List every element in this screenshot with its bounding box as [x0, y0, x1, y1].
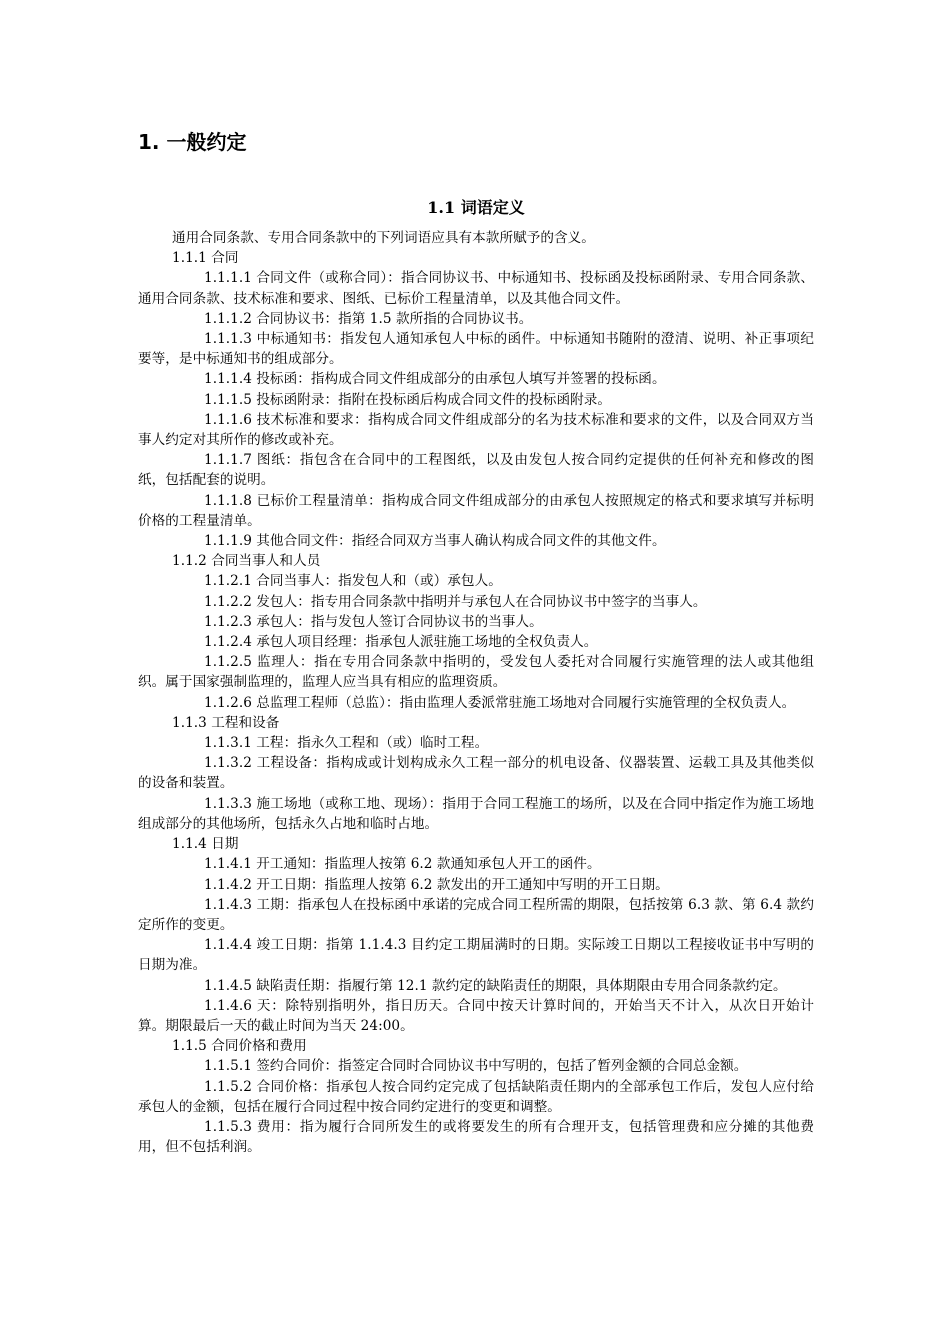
- paragraph: 1.1.1.1 合同文件（或称合同）：指合同协议书、中标通知书、投标函及投标函附录、专用合同条款、通用合同条款、技术标准和要求、图纸、已标价工程量清单，以及其他合同文件。: [138, 270, 814, 307]
- paragraph: 1.1.1.8 已标价工程量清单：指构成合同文件组成部分的由承包人按照规定的格式和要求填写并标明价格的工程量清单。: [138, 492, 814, 529]
- paragraph: 1.1.2.5 监理人：指在专用合同条款中指明的，受发包人委托对合同履行实施管理的法人或其他组织。属于国家强制监理的，监理人应当具有相应的监理资质。: [138, 654, 814, 691]
- paragraph: 1.1.2.1 合同当事人：指发包人和（或）承包人。: [204, 573, 502, 590]
- paragraph: 通用合同条款、专用合同条款中的下列词语应具有本款所赋予的含义。: [172, 230, 595, 246]
- document-body: [138, 228, 814, 1157]
- paragraph: 1.1.2.4 承包人项目经理：指承包人派驻施工场地的全权负责人。: [204, 634, 598, 651]
- paragraph: 1.1.1.6 技术标准和要求：指构成合同文件组成部分的名为技术标准和要求的文件，以及合同双方当事人约定对其所作的修改或补充。: [138, 411, 814, 449]
- paragraph: 1.1.1.5 投标函附录：指附在投标函后构成合同文件的投标函附录。: [204, 391, 612, 408]
- paragraph: 1.1.3.1 工程：指永久工程和（或）临时工程。: [204, 735, 489, 752]
- paragraph: 1.1.2.2 发包人：指专用合同条款中指明并与承包人在合同协议书中签字的当事人。: [204, 593, 707, 610]
- section-title: 1.1 词语定义: [427, 198, 525, 217]
- paragraph: 1.1.5.1 签约合同价：指签定合同时合同协议书中写明的，包括了暂列金额的合同总金额。: [204, 1058, 748, 1075]
- paragraph: 1.1.3.3 施工场地（或称工地、现场）：指用于合同工程施工的场所，以及在合同中指定作为施工场地组成部分的其他场所，包括永久占地和临时占地。: [138, 795, 814, 832]
- paragraph: 1.1.5.3 费用：指为履行合同所发生的或将要发生的所有合理开支，包括管理费和应分摊的其他费用，但不包括利润。: [138, 1118, 814, 1156]
- paragraph: 1.1.4 日期: [172, 836, 239, 853]
- paragraph: 1.1.4.3 工期：指承包人在投标函中承诺的完成合同工程所需的期限，包括按第 6.3 款、第 6.4 款约定所作的变更。: [138, 896, 814, 933]
- paragraph: 1.1.3 工程和设备: [172, 714, 280, 731]
- paragraph: 1.1.4.4 竣工日期：指第 1.1.4.3 目约定工期届满时的日期。实际竣工日期以工程接收证书中写明的日期为准。: [138, 937, 814, 974]
- paragraph: 1.1.1.9 其他合同文件：指经合同双方当事人确认构成合同文件的其他文件。: [204, 533, 666, 550]
- paragraph: 1.1.1.4 投标函：指构成合同文件组成部分的由承包人填写并签署的投标函。: [204, 371, 666, 388]
- paragraph: 1.1.1.2 合同协议书：指第 1.5 款所指的合同协议书。: [204, 310, 533, 327]
- paragraph: 1.1.4.5 缺陷责任期：指履行第 12.1 款约定的缺陷责任的期限，具体期限由专用合同条款约定。: [204, 977, 787, 994]
- paragraph: 1.1.3.2 工程设备：指构成或计划构成永久工程一部分的机电设备、仪器装置、运载工具及其他类似的设备和装置。: [138, 755, 814, 792]
- paragraph: 1.1.2 合同当事人和人员: [172, 553, 321, 570]
- paragraph: 1.1.1.3 中标通知书：指发包人通知承包人中标的函件。中标通知书随附的澄清、说明、补正事项纪要等，是中标通知书的组成部分。: [138, 331, 814, 368]
- paragraph: 1.1.4.6 天：除特别指明外，指日历天。合同中按天计算时间的，开始当天不计入，从次日开始计算。期限最后一天的截止时间为当天 24:00。: [138, 997, 814, 1034]
- paragraph: 1.1.2.3 承包人：指与发包人签订合同协议书的当事人。: [204, 613, 543, 630]
- paragraph: 1.1.2.6 总监理工程师（总监）：指由监理人委派常驻施工场地对合同履行实施管理的全权负责人。: [204, 694, 796, 711]
- paragraph: 1.1.4.1 开工通知：指监理人按第 6.2 款通知承包人开工的函件。: [204, 856, 601, 873]
- paragraph: 1.1.1 合同: [172, 250, 239, 267]
- chapter-title: 1. 一般约定: [138, 130, 247, 154]
- paragraph: 1.1.5 合同价格和费用: [172, 1038, 307, 1055]
- paragraph: 1.1.5.2 合同价格：指承包人按合同约定完成了包括缺陷责任期内的全部承包工作后，发包人应付给承包人的金额，包括在履行合同过程中按合同约定进行的变更和调整。: [138, 1078, 814, 1115]
- paragraph: 1.1.1.7 图纸：指包含在合同中的工程图纸，以及由发包人按合同约定提供的任何补充和修改的图纸，包括配套的说明。: [138, 452, 814, 489]
- paragraph: 1.1.4.2 开工日期：指监理人按第 6.2 款发出的开工通知中写明的开工日期。: [204, 876, 669, 893]
